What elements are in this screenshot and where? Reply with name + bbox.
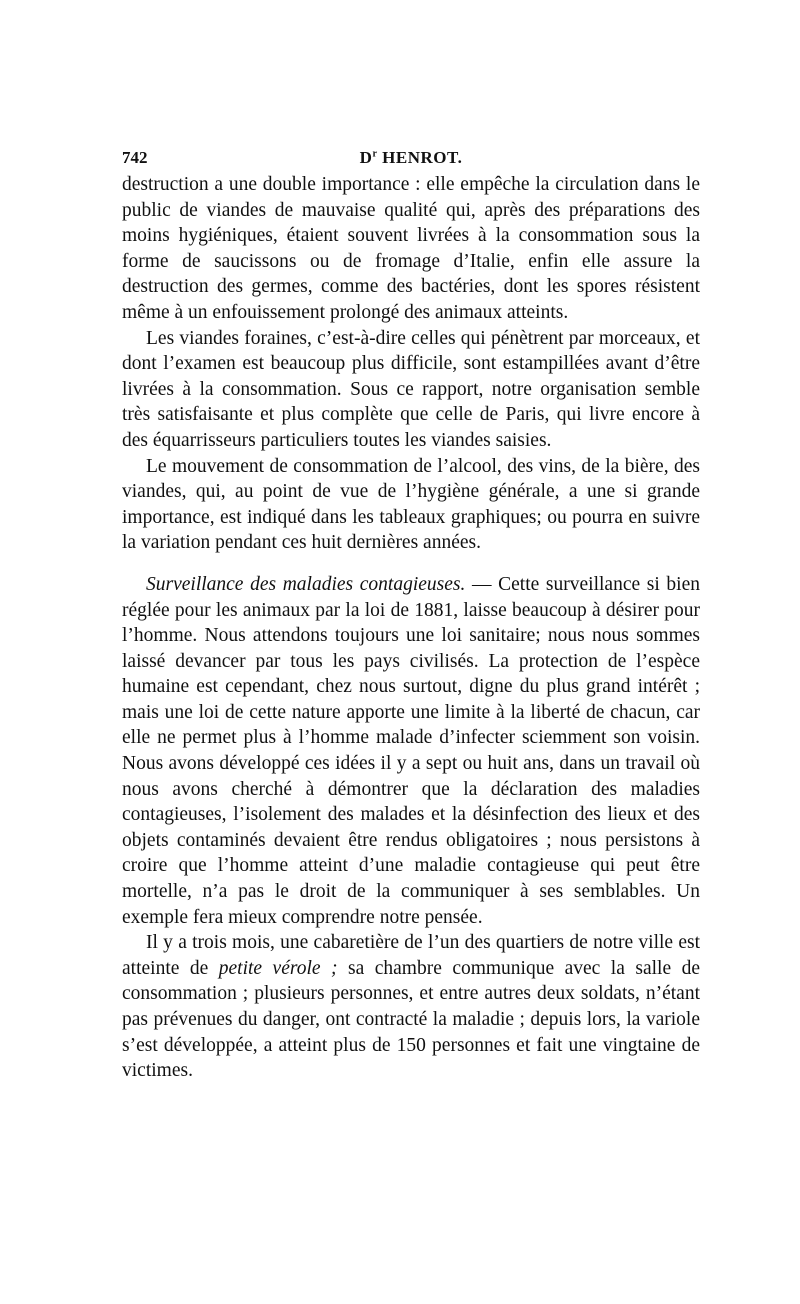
paragraph-5-start: Il y a trois mois, une cabaretière de l’un des quartiers de notre ville est atteinte de: [122, 932, 700, 979]
author-sup: r: [372, 148, 378, 160]
section-title: Surveillance des maladies contagieuses.: [146, 573, 466, 595]
author-prefix: D: [359, 148, 373, 167]
paragraph-3: Le mouvement de consommation de l’alcool, des vins, de la bière, des viandes, qui, au point de vue de l’hygiène générale, a une si grande importance, est indiqué dans les tableaux graphiques; ou pourra en suivre la variation pendant ces huit dernières années.: [122, 455, 700, 554]
paragraph-1: destruction a une double importance : elle empêche la circulation dans le public de viandes de mauvaise qualité qui, après des préparations des moins hygiéniques, étaient souvent livrées à la consommation sous la forme de saucissons ou de fromage d’Italie, enfin elle assure la destruction des germes, comme des bactéries, dont les spores résistent même à un enfouissement prolongé des animaux atteints.: [122, 174, 700, 323]
body-text: [122, 172, 700, 1084]
paragraph-5: [122, 930, 700, 1084]
book-page: [122, 148, 700, 1084]
running-head: [122, 148, 700, 168]
page-number: 742: [122, 148, 148, 167]
author-name: HENROT.: [377, 148, 463, 167]
paragraph-2: Les viandes foraines, c’est-à-dire celles qui pénètrent par morceaux, et dont l’examen est beaucoup plus difficile, sont estampillées avant d’être livrées à la consommation. Sous ce rapport, notre organisation semble très satisfaisante et plus complète que celle de Paris, qui livre encore à des équarrisseurs particuliers toutes les viandes saisies.: [122, 327, 700, 451]
paragraph-4-text: — Cette surveillance si bien réglée pour les animaux par la loi de 1881, laisse beaucoup à désirer pour l’homme. Nous attendons toujours une loi sanitaire; nous nous sommes laissé devancer par tous les pays civilisés. La protection de l’espèce humaine est cependant, chez nous surtout, digne du plus grand intérêt ; mais une loi de cette nature apporte une limite à la liberté de chacun, car elle ne permet plus à l’homme malade d’infecter sciemment son voisin. Nous avons développé ces idées il y a sept ou huit ans, dans un travail où nous avons cherché à démontrer que la déclaration des maladies contagieuses, l’isolement des malades et la désinfection des lieux et des objets contaminés devaient être rendus obligatoires ; nous persistons à croire que l’homme atteint d’une maladie contagieuse qui peut être mortelle, n’a pas le droit de la communiquer à ses semblables. Un exemple fera mieux comprendre notre pensée.: [122, 573, 700, 928]
page-header: [122, 148, 700, 172]
paragraph-5-rest: sa chambre communique avec la salle de consommation ; plusieurs personnes, et entre autres deux soldats, n’étant pas prévenues du danger, ont contracté la maladie ; depuis lors, la variole s’est développée, a atteint plus de 150 personnes et fait une vingtaine de victimes.: [122, 957, 700, 1082]
paragraph-5-italic: petite vérole ;: [218, 957, 338, 979]
paragraph-4: [122, 572, 700, 930]
